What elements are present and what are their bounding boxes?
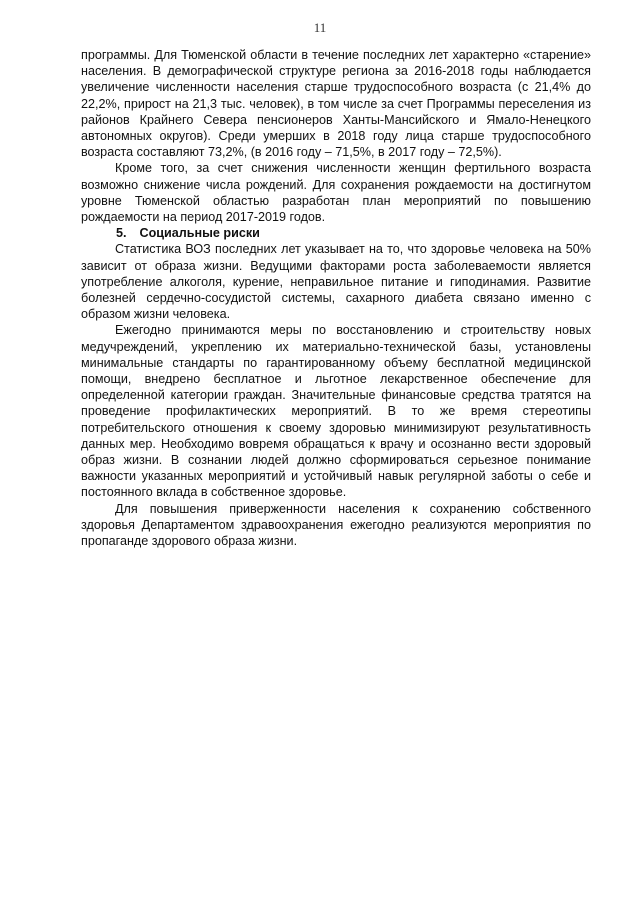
section-number: 5. bbox=[116, 226, 127, 241]
section-title: Социальные риски bbox=[139, 226, 260, 241]
paragraph-healthcare-measures: Ежегодно принимаются меры по восстановлению и строительству новых медучреждений, укреплению их материально-технической базы, установлены минимальные стандарты по гарантированному объему бесплатной медицинской помощи, внедрено бесплатное и льготное лекарственное обеспечение для определенной категории граждан. Значительные финансовые средства тратятся на проведение профилактических мероприятий. В то же время стереотипы потребительского отношения к своему здоровью минимизируют результативность данных мер. Необходимо вовремя обращаться к врачу и осознанно вести здоровый образ жизни. В сознании людей должно сформироваться серьезное понимание важности указанных мероприятий и устойчивый навык регулярной заботы о себе и постоянного вклада в собственное здоровье. bbox=[81, 323, 591, 500]
paragraph-birth-rate: Кроме того, за счет снижения численности женщин фертильного возраста возможно снижение числа рождений. Для сохранения рождаемости на достигнутом уровне Тюменской областью разработан план мероприятий по повышению рождаемости на период 2017-2019 годов. bbox=[81, 161, 591, 225]
document-body bbox=[81, 47, 591, 549]
page-number: 11 bbox=[313, 20, 327, 35]
section-heading bbox=[81, 225, 591, 241]
paragraph-who-statistics: Статистика ВОЗ последних лет указывает на то, что здоровье человека на 50% зависит от образа жизни. Ведущими факторами роста заболеваемости является употребление алкоголя, курение, неправильное питание и гиподинамия. Развитие болезней сердечно-сосудистой системы, сахарного диабета связано именно с образом жизни человека. bbox=[81, 242, 591, 322]
paragraph-aging-population: программы. Для Тюменской области в течение последних лет характерно «старение» населения. В демографической структуре региона за 2016-2018 годы наблюдается увеличение численности населения старше трудоспособного возраста (с 21,4% до 22,2%, прирост на 21,3 тыс. человек), в том числе за счет Программы переселения из районов Крайнего Севера пенсионеров Ханты-Мансийского и Ямало-Ненецкого автономных округов). Среди умерших в 2018 году лица старше трудоспособного возраста составляют 73,2%, (в 2016 году – 71,5%, в 2017 году – 72,5%). bbox=[81, 48, 591, 160]
paragraph-health-promotion: Для повышения приверженности населения к сохранению собственного здоровья Департаментом здравоохранения ежегодно реализуются мероприятия по пропаганде здорового образа жизни. bbox=[81, 501, 591, 549]
